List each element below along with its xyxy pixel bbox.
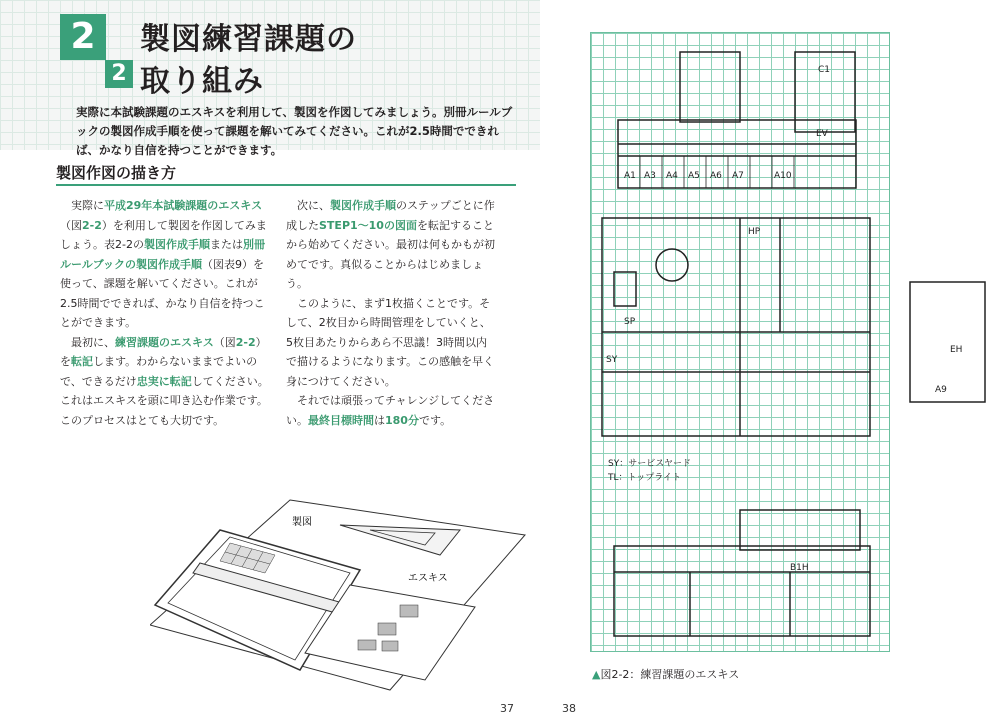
room-label: A5: [688, 171, 700, 181]
room-label: A6: [710, 171, 722, 181]
plan-upper-room: [680, 52, 740, 122]
page-number-left: 37: [500, 702, 514, 715]
chapter-number-badge: 2: [60, 14, 106, 60]
col1-paragraph-2: 最初に、練習課題のエスキス（図2-2）を転記します。わからないままでよいので、できるだけ忠実に転記してください。これはエスキスを頭に叩き込む作業です。このプロセスはとても大切です。: [60, 335, 269, 427]
room-label: A3: [644, 171, 656, 181]
label-drawing: 製図: [292, 517, 312, 528]
body-column-1: [60, 196, 270, 430]
room-label: EH: [950, 345, 963, 355]
drafting-illustration: [150, 495, 530, 695]
room-label: A9: [935, 385, 947, 395]
room-label: A7: [732, 171, 744, 181]
room-label: SP: [624, 317, 636, 327]
label-esquisse: エスキス: [408, 573, 448, 584]
room-label: B1H: [790, 563, 809, 573]
col2-paragraph-1: 次に、製図作成手順のステップごとに作成したSTEP1～10の図面を転記することから始めてください。最初は何もかもが初めてです。真似ることからはじめましょう。: [286, 199, 495, 290]
set-square: [340, 525, 460, 555]
page-number-right: 38: [562, 702, 576, 715]
col2-paragraph-2: このように、まず1枚描くことです。そして、2枚目から時間管理をしていくと、5枚目あたりからあら不思議！3時間以内で描けるようになります。この感触を早く身につけてください。: [286, 296, 495, 388]
plan-lower-floor: [614, 546, 870, 636]
room-label: A1: [624, 171, 636, 181]
caption-marker: ▲: [592, 668, 601, 681]
page-title-line1: 製図練習課題の: [140, 22, 357, 57]
subheading: 製図作図の描き方: [56, 164, 177, 182]
plan-side-block: [910, 282, 985, 402]
lead-paragraph: 実際に本試験課題のエスキスを利用して、製図を作図してみましょう。別冊ルールブックの製図作成手順を使って課題を解いてみてください。これが2.5時間でできれば、かなり自信を持つことができます。: [76, 105, 513, 157]
plan-middle-floor: [602, 218, 870, 436]
subheading-rule: [56, 184, 516, 186]
room-label: C1: [818, 65, 831, 75]
room-label: EV: [816, 129, 828, 139]
col2-paragraph-3: それでは頑張ってチャレンジしてください。最終目標時間は180分です。: [286, 394, 495, 427]
room-label: SY: [606, 355, 618, 365]
figure-caption: [592, 666, 739, 682]
room-label: A4: [666, 171, 678, 181]
page-title-line2: 取り組み: [140, 64, 264, 99]
sketch-legend-tl: TL：トップライト: [608, 473, 681, 483]
plan-toplight: [656, 249, 688, 281]
sketch-legend-sy: SY：サービスヤード: [608, 459, 692, 469]
col1-paragraph-1: 実際に平成29年本試験課題のエスキス（図2-2）を利用して製図を作図してみましょう。表2-2の製図作成手順または別冊ルールブックの製図作成手順（図表9）を使って、課題を解いてください。これが2.5時間でできれば、かなり自信を持つことができます。: [60, 199, 267, 329]
room-label: HP: [748, 227, 761, 237]
body-column-2: [286, 196, 496, 430]
room-label: A10: [774, 171, 792, 181]
section-number-badge: 2: [105, 60, 133, 88]
caption-text: 図2-2：練習課題のエスキス: [600, 668, 740, 681]
esquisse-floorplans: [590, 32, 1000, 662]
